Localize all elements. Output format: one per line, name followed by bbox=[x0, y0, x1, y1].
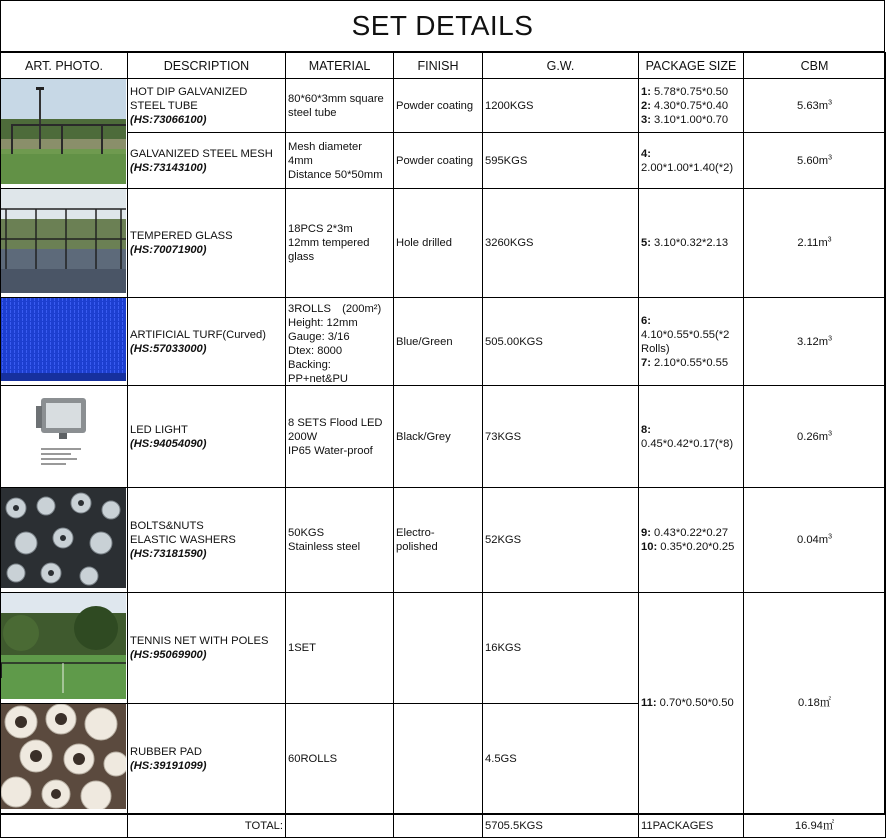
total-package: 11PACKAGES bbox=[639, 814, 744, 838]
total-label: TOTAL: bbox=[128, 814, 286, 838]
gw-cell: 52KGS bbox=[483, 488, 639, 593]
description-cell: RUBBER PAD (HS:39191099) bbox=[128, 704, 286, 814]
cbm-cell: $0.26m^3$ bbox=[744, 386, 886, 488]
finish-cell bbox=[394, 593, 483, 704]
material-cell: 18PCS 2*3m 12mm tempered glass bbox=[286, 189, 394, 298]
material-cell: 8 SETS Flood LED 200W IP65 Water-proof bbox=[286, 386, 394, 488]
cbm-cell: $5.60m^3$ bbox=[744, 133, 886, 189]
hs-code: (HS:73181590) bbox=[130, 548, 207, 560]
table-row bbox=[1, 488, 886, 593]
row-photo bbox=[1, 488, 128, 593]
row-photo bbox=[1, 189, 128, 298]
material-cell: Mesh diameter 4mm Distance 50*50mm bbox=[286, 133, 394, 189]
material-cell: 1SET bbox=[286, 593, 394, 704]
description-cell: BOLTS&NUTS ELASTIC WASHERS (HS:73181590) bbox=[128, 488, 286, 593]
package-cell: 5: 3.10*0.32*2.13 bbox=[639, 189, 744, 298]
led-light-photo bbox=[1, 386, 126, 483]
header-finish: FINISH bbox=[394, 53, 483, 79]
finish-cell: Powder coating bbox=[394, 79, 483, 133]
total-gw: 5705.5KGS bbox=[483, 814, 639, 838]
description-cell: GALVANIZED STEEL MESH (HS:73143100) bbox=[128, 133, 286, 189]
hs-code: (HS:73066100) bbox=[130, 113, 207, 126]
table-row bbox=[1, 133, 886, 189]
gw-cell: 1200KGS bbox=[483, 79, 639, 133]
artificial-turf-photo bbox=[1, 298, 126, 381]
total-material-blank bbox=[286, 814, 394, 838]
row-photo bbox=[1, 704, 128, 814]
table-row bbox=[1, 79, 886, 133]
cbm-cell: $3.12m^3$ bbox=[744, 298, 886, 386]
package-cell: 8: 0.45*0.42*0.17(*8) bbox=[639, 386, 744, 488]
gw-cell: 595KGS bbox=[483, 133, 639, 189]
cbm-cell-merged: 0.18㎡ bbox=[744, 593, 886, 814]
total-finish-blank bbox=[394, 814, 483, 838]
finish-cell: Powder coating bbox=[394, 133, 483, 189]
gw-cell: 73KGS bbox=[483, 386, 639, 488]
package-cell: 4: 2.00*1.00*1.40(*2) bbox=[639, 133, 744, 189]
gw-cell: 16KGS bbox=[483, 593, 639, 704]
material-cell: 3ROLLS (200m²) Height: 12mm Gauge: 3/16 Dtex: 8000 Backing: PP+net&PU bbox=[286, 298, 394, 386]
total-blank bbox=[1, 814, 128, 838]
details-table bbox=[0, 52, 886, 838]
total-row bbox=[1, 814, 886, 838]
material-cell: 60ROLLS bbox=[286, 704, 394, 814]
row-photo bbox=[1, 79, 128, 189]
row-photo bbox=[1, 593, 128, 704]
table-row bbox=[1, 189, 886, 298]
description-cell: ARTIFICIAL TURF(Curved) (HS:57033000) bbox=[128, 298, 286, 386]
finish-cell: Blue/Green bbox=[394, 298, 483, 386]
description-cell: TEMPERED GLASS (HS:70071900) bbox=[128, 189, 286, 298]
row-photo bbox=[1, 298, 128, 386]
bolts-nuts-photo bbox=[1, 488, 126, 588]
package-cell: 6: 4.10*0.55*0.55(*2 Rolls) 7: 2.10*0.55*0.55 bbox=[639, 298, 744, 386]
header-cbm: CBM bbox=[744, 53, 886, 79]
cbm-cell: $2.11m^3$ bbox=[744, 189, 886, 298]
material-cell: 50KGS Stainless steel bbox=[286, 488, 394, 593]
hs-code: (HS:73143100) bbox=[130, 161, 207, 174]
description-cell: TENNIS NET WITH POLES (HS:95069900) bbox=[128, 593, 286, 704]
tempered-glass-photo bbox=[1, 189, 126, 293]
finish-cell: Hole drilled bbox=[394, 189, 483, 298]
hs-code: (HS:70071900) bbox=[130, 244, 207, 256]
gw-cell: 4.5GS bbox=[483, 704, 639, 814]
finish-cell: Black/Grey bbox=[394, 386, 483, 488]
row-photo bbox=[1, 386, 128, 488]
header-description: DESCRIPTION bbox=[128, 53, 286, 79]
material-cell: 80*60*3mm square steel tube bbox=[286, 79, 394, 133]
description-cell: HOT DIP GALVANIZED STEEL TUBE (HS:73066100) bbox=[128, 79, 286, 133]
gw-cell: 3260KGS bbox=[483, 189, 639, 298]
package-cell: 9: 0.43*0.22*0.27 10: 0.35*0.20*0.25 bbox=[639, 488, 744, 593]
page-title: SET DETAILS bbox=[1, 1, 884, 52]
header-package-size: PACKAGE SIZE bbox=[639, 53, 744, 79]
cbm-cell: $0.04m^3$ bbox=[744, 488, 886, 593]
table-row bbox=[1, 386, 886, 488]
rubber-pad-photo bbox=[1, 704, 126, 809]
table-row bbox=[1, 298, 886, 386]
finish-cell bbox=[394, 704, 483, 814]
finish-cell: Electro- polished bbox=[394, 488, 483, 593]
table-row bbox=[1, 593, 886, 704]
hs-code: (HS:95069900) bbox=[130, 649, 207, 661]
description-cell: LED LIGHT (HS:94054090) bbox=[128, 386, 286, 488]
package-cell-merged: 11: 0.70*0.50*0.50 bbox=[639, 593, 744, 814]
hs-code: (HS:39191099) bbox=[130, 759, 207, 772]
gw-cell: 505.00KGS bbox=[483, 298, 639, 386]
tennis-net-photo bbox=[1, 593, 126, 699]
hs-code: (HS:94054090) bbox=[130, 437, 207, 450]
header-photo: ART. PHOTO. bbox=[1, 53, 128, 79]
padel-court-photo bbox=[1, 79, 126, 184]
cbm-cell: $5.63m^3$ bbox=[744, 79, 886, 133]
total-cbm: 16.94㎡ bbox=[744, 814, 886, 838]
hs-code: (HS:57033000) bbox=[130, 342, 207, 355]
package-cell: 1: 5.78*0.75*0.50 2: 4.30*0.75*0.40 3: 3.10*1.00*0.70 bbox=[639, 79, 744, 133]
header-material: MATERIAL bbox=[286, 53, 394, 79]
header-row bbox=[1, 53, 886, 79]
header-gw: G.W. bbox=[483, 53, 639, 79]
